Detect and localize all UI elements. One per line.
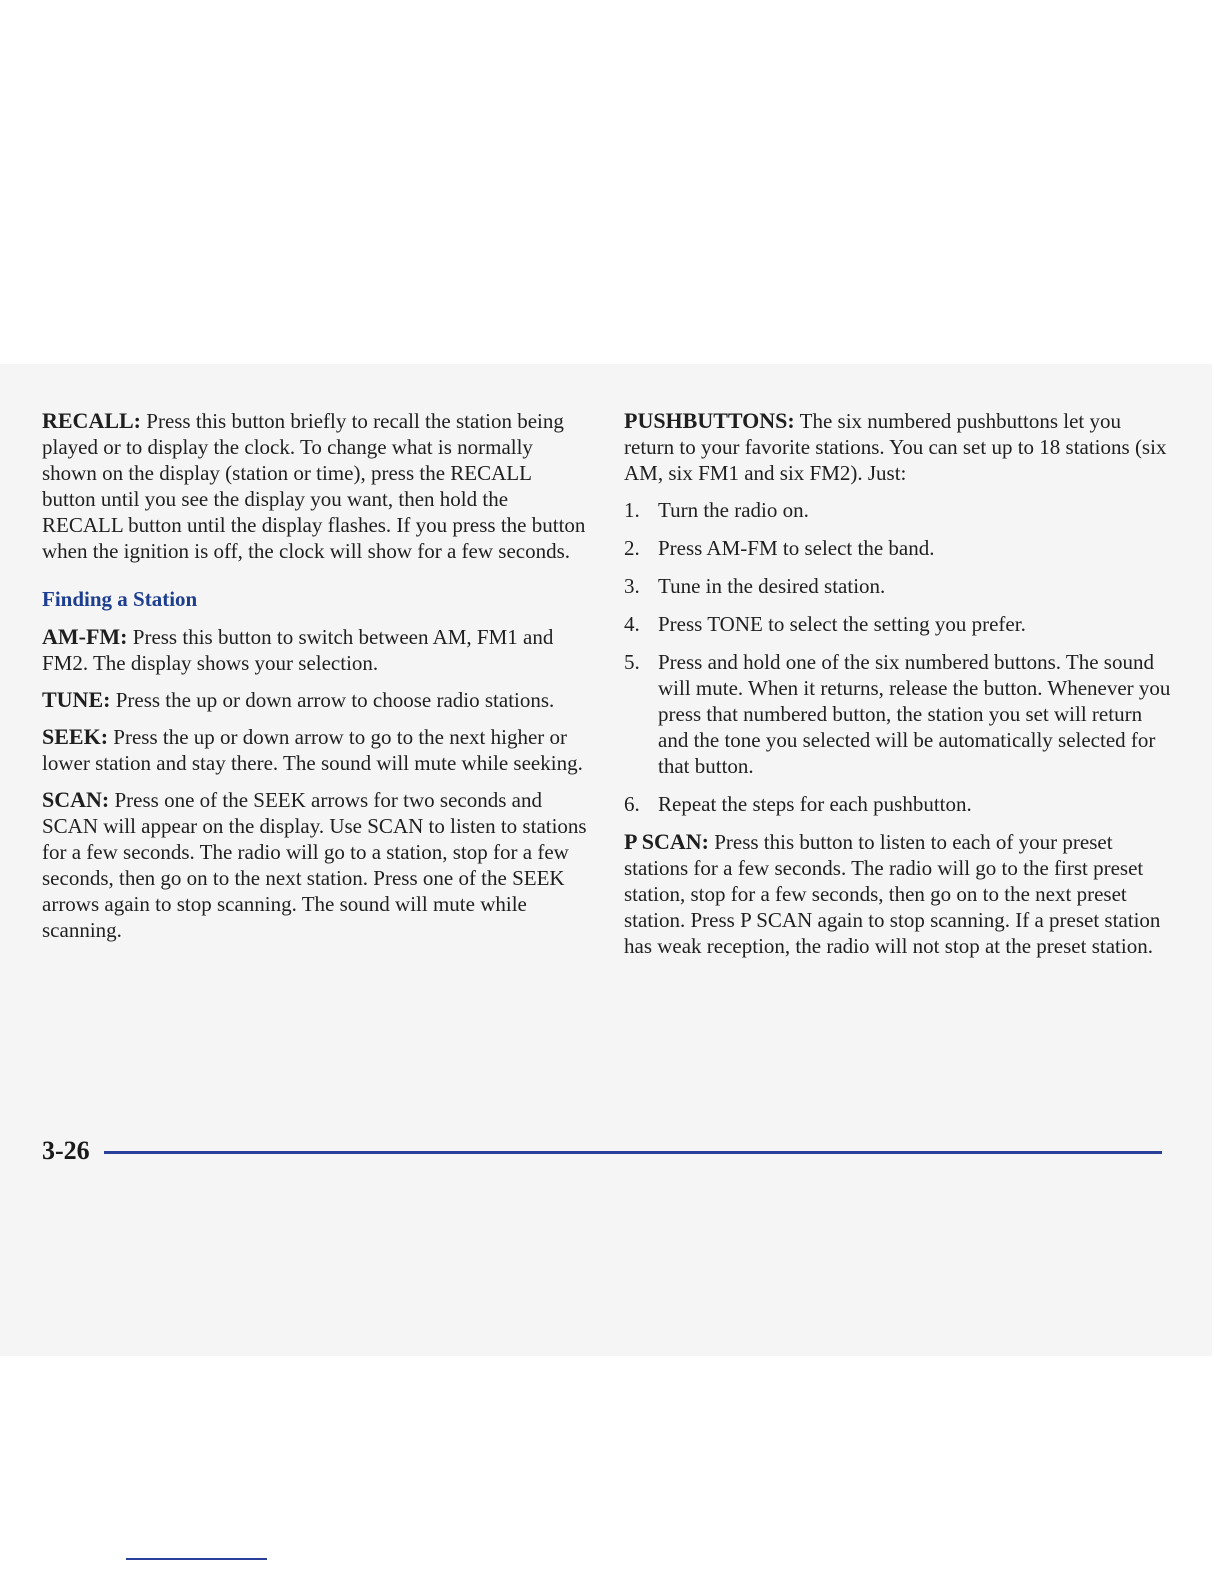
- step-text: Repeat the steps for each pushbutton.: [658, 792, 972, 816]
- list-item: [624, 611, 1172, 637]
- amfm-term: AM-FM:: [42, 624, 128, 649]
- step-text: Tune in the desired station.: [658, 574, 886, 598]
- step-number: 2.: [624, 536, 640, 560]
- step-text: Press and hold one of the six numbered buttons. The sound will mute. When it returns, release the button. Whenever you press that numbered button, the station you set will return and the tone you selected will be automatically selected for that button.: [658, 650, 1171, 778]
- amfm-text: Press this button to switch between AM, FM1 and FM2. The display shows your selection.: [42, 625, 554, 675]
- scan-paragraph: [42, 787, 590, 943]
- step-text: Turn the radio on.: [658, 498, 809, 522]
- tune-text: Press the up or down arrow to choose radio stations.: [110, 688, 555, 712]
- recall-paragraph: [42, 408, 590, 564]
- list-item: [624, 497, 1172, 523]
- tune-term: TUNE:: [42, 687, 111, 712]
- seek-text: Press the up or down arrow to go to the next higher or lower station and stay there. The sound will mute while seeking.: [42, 725, 583, 775]
- amfm-paragraph: [42, 624, 590, 676]
- step-number: 1.: [624, 498, 640, 522]
- seek-paragraph: [42, 724, 590, 776]
- pushbuttons-text: The six numbered pushbuttons let you return to your favorite stations. You can set up to 18 stations (six AM, six FM1 and six FM2). Just:: [624, 409, 1167, 485]
- right-column: [624, 408, 1172, 970]
- preset-steps-list: [624, 497, 1172, 817]
- recall-text: Press this button briefly to recall the station being played or to display the clock. To change what is normally shown on the display (station or time), press the RECALL button until you see the display you want, then hold the RECALL button until the display flashes. If you press the button when the ignition is off, the clock will show for a few seconds.: [42, 409, 586, 563]
- footer-rule: [104, 1151, 1162, 1154]
- step-text: Press TONE to select the setting you prefer.: [658, 612, 1026, 636]
- pushbuttons-term: PUSHBUTTONS:: [624, 408, 795, 433]
- list-item: [624, 791, 1172, 817]
- scan-term: SCAN:: [42, 787, 110, 812]
- recall-term: RECALL:: [42, 408, 142, 433]
- list-item: [624, 535, 1172, 561]
- pscan-paragraph: [624, 829, 1172, 959]
- scan-text: Press one of the SEEK arrows for two seconds and SCAN will appear on the display. Use SCAN to listen to stations for a few seconds. The radio will go to a station, stop for a few seconds, then go on to the next station. Press one of the SEEK arrows again to stop scanning. The sound will mute while scanning.: [42, 788, 587, 942]
- step-number: 4.: [624, 612, 640, 636]
- left-column: [42, 408, 590, 954]
- pscan-term: P SCAN:: [624, 829, 709, 854]
- seek-term: SEEK:: [42, 724, 109, 749]
- page-number: 3-26: [42, 1136, 90, 1165]
- pscan-text: Press this button to listen to each of your preset stations for a few seconds. The radio will go to the first preset station, stop for a few seconds, then go on to the next preset station. Press P SCAN again to stop scanning. If a preset station has weak reception, the radio will not stop at the preset station.: [624, 830, 1161, 958]
- step-number: 5.: [624, 650, 640, 674]
- tune-paragraph: [42, 687, 590, 713]
- list-item: [624, 649, 1172, 779]
- step-number: 6.: [624, 792, 640, 816]
- list-item: [624, 573, 1172, 599]
- bottom-link-underline: [126, 1558, 267, 1560]
- step-text: Press AM-FM to select the band.: [658, 536, 935, 560]
- step-number: 3.: [624, 574, 640, 598]
- pushbuttons-paragraph: [624, 408, 1172, 486]
- section-heading: Finding a Station: [42, 587, 198, 611]
